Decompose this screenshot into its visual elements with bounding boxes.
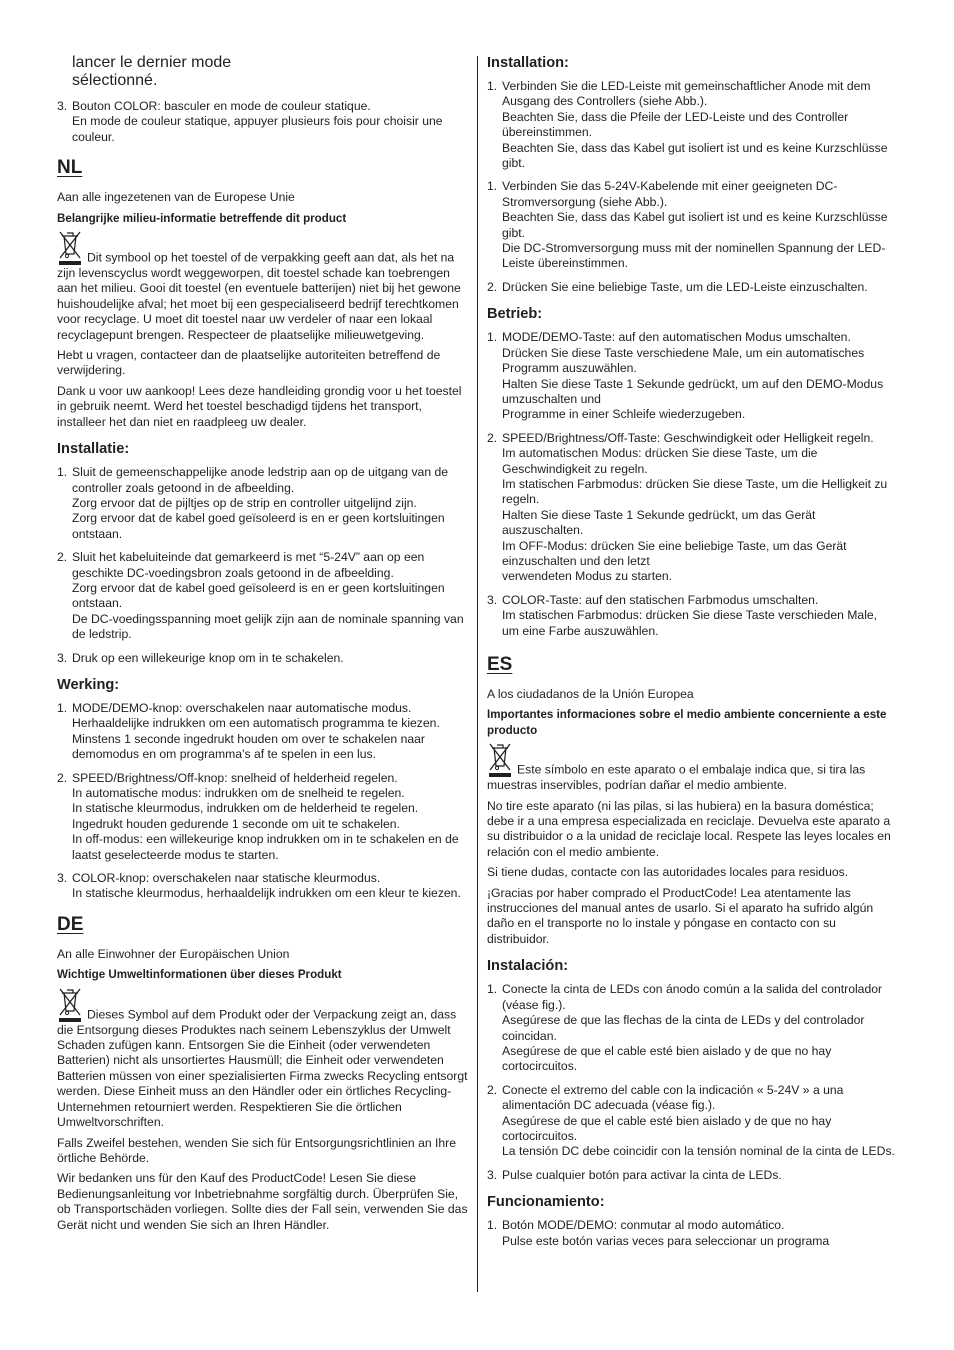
env-symbol-text: Dit symbool op het toestel of de verpakking geeft aan dat, als het na zijn levenscyclus wordt weggeworpen, dit toestel schade kan toebrengen aan het milieu. Gooi dit toestel (en eventuele batterijen) niet bij het gewone huishoudelijke afval; het moet bij een gespecialiseerd bedrijf terechtkomen voor recyclage. U moet dit toestel naar uw verdeler of naar een lokaal recyclagepunt brengen. Respecteer de plaatselijke milieuwetgeving.: [57, 250, 461, 342]
lang-heading-es: ES: [487, 654, 513, 675]
text-line: Verbinden Sie die LED-Leiste mit gemeinschaftlicher Anode mit dem Ausgang des Controllers (siehe Abb.).: [502, 79, 871, 109]
text-line: Asegúrese de que el cable esté bien aislado y de que no hay cortocircuitos.: [502, 1113, 832, 1143]
weee-bin-icon: [487, 742, 513, 778]
paragraph: Si tiene dudas, contacte con las autoridades locales para residuos.: [487, 865, 849, 880]
env-symbol-text: Este símbolo en este aparato o el embalaje indica que, si tira las muestras inservibles, podrían dañar el medio ambiente.: [487, 762, 866, 793]
left-column: [57, 54, 468, 1238]
paragraph: Falls Zweifel bestehen, wenden Sie sich für Entsorgungsrichtlinien an Ihre örtliche Behörde.: [57, 1135, 457, 1165]
eu-intro: Aan alle ingezetenen van de Europese Unie: [57, 190, 295, 205]
column-divider: [477, 56, 478, 1292]
item-number: 3.: [487, 1167, 498, 1182]
text-line: Druk op een willekeurige knop om in te schakelen.: [72, 650, 344, 665]
lang-heading-de: DE: [57, 913, 84, 935]
section-heading: Betrieb:: [487, 306, 543, 323]
text-line: Sluit het kabeluiteinde dat gemarkeerd is met “5-24V” aan op een geschikte DC-voedingsbron zoals getoond in de afbeelding.: [72, 550, 425, 580]
text-line: Im automatischen Modus: drücken Sie diese Taste, um die Geschwindigkeit zu regeln.: [502, 446, 818, 476]
text-line: SPEED/Brightness/Off-Taste: Geschwindigkeit oder Helligkeit regeln.: [502, 430, 874, 445]
list-item: [57, 701, 468, 763]
item-number: 2.: [57, 770, 68, 785]
function-list: [487, 1218, 897, 1249]
text-line: Pulse este botón varias veces para seleccionar un programa: [502, 1233, 830, 1248]
list-item: [487, 179, 897, 271]
item-number: 3.: [57, 99, 68, 113]
text-line: MODE/DEMO-knop: overschakelen naar automatische modus.: [72, 700, 412, 715]
text-line: sélectionné.: [72, 72, 158, 89]
text-line: Drücken Sie diese Taste verschiedene Male, um ein automatisches Programm auszuwählen.: [502, 345, 865, 376]
item-number: 1.: [57, 700, 68, 715]
fr-list: [57, 99, 468, 145]
list-item: [57, 465, 468, 542]
install-list: [487, 982, 897, 1183]
item-number: 1.: [487, 1218, 498, 1233]
item-number: 1.: [57, 465, 68, 480]
text-line: Zorg ervoor dat de kabel goed geïsoleerd is en er geen kortsluitingen ontstaan.: [72, 511, 445, 541]
list-item: [57, 550, 468, 642]
text-line: Asegúrese de que las flechas de la cinta de LEDs y del controlador coincidan.: [502, 1013, 865, 1043]
item-number: 2.: [487, 279, 498, 294]
text-line: Beachten Sie, dass die Pfeile der LED-Leiste und des Controller übereinstimmen.: [502, 109, 849, 140]
weee-bin-icon: [57, 230, 83, 266]
list-item: [487, 1168, 897, 1183]
paragraph: Dank u voor uw aankoop! Lees deze handleiding grondig voor u het toestel in gebruik neemt. Werd het toestel beschadigd tijdens het transport, installeer het dan niet en raadpleeg uw dealer.: [57, 383, 462, 429]
item-number: 1.: [487, 982, 498, 997]
text-line: verwendeten Modus zu starten.: [502, 569, 673, 584]
text-line: COLOR-Taste: auf den statischen Farbmodus umschalten.: [502, 592, 819, 607]
item-number: 1.: [487, 179, 498, 194]
text-line: Im OFF-Modus: drücken Sie eine beliebige Taste, um das Gerät einzuschalten und den letzt: [502, 538, 847, 568]
item-number: 1.: [487, 330, 498, 345]
list-item: [487, 431, 897, 585]
eu-intro: A los ciudadanos de la Unión Europea: [487, 687, 694, 701]
item-number: 3.: [487, 592, 498, 607]
text-line: Minstens 1 seconde ingedrukt houden om over te schakelen naar demomodus en om programma’s af te spelen in een lus.: [72, 731, 425, 762]
operation-list: [57, 701, 468, 902]
env-symbol-text: Dieses Symbol auf dem Produkt oder der Verpackung zeigt an, dass die Entsorgung dieses Produktes nach seinem Lebenszyklus der Umwelt Schaden zufügen kann. Entsorgen Sie die Einheit (oder verwendeten Batterien) nicht als unsortiertes Hausmüll; die Einheit oder verwendeten Batterien müssen von einer spezialisierten Firma zwecks Recycling entsorgt werden. Diese Einheit muss an den Händler oder ein örtliches Recycling-Unternehmen retourniert werden. Respektieren Sie die örtlichen Umweltvorschriften.: [57, 1007, 468, 1130]
text-line: Pulse cualquier botón para activar la cinta de LEDs.: [502, 1167, 782, 1182]
install-list: [57, 465, 468, 666]
text-line: Botón MODE/DEMO: conmutar al modo automático.: [502, 1218, 785, 1233]
text-line: Drücken Sie eine beliebige Taste, um die LED-Leiste einzuschalten.: [502, 279, 868, 294]
item-number: 1.: [487, 79, 498, 93]
text-line: Beachten Sie, dass das Kabel gut isoliert ist und es keine Kurzschlüsse gibt.: [502, 210, 888, 240]
section-heading: Werking:: [57, 676, 120, 693]
list-item: [57, 771, 468, 863]
text-line: Programme in einer Schleife wiederzugeben.: [502, 407, 746, 422]
install-list: [487, 79, 897, 295]
list-item: [57, 99, 468, 145]
item-number: 2.: [57, 550, 68, 565]
eu-intro: An alle Einwohner der Europäischen Union: [57, 946, 290, 961]
text-line: SPEED/Brightness/Off-knop: snelheid of helderheid regelen.: [72, 770, 398, 785]
text-line: Im statischen Farbmodus: drücken Sie diese Taste, um die Helligkeit zu regeln.: [502, 476, 888, 507]
paragraph: ¡Gracias por haber comprado el ProductCode! Lea atentamente las instrucciones del manual antes de usarlo. Si el aparato ha sufrido algún daño en el transporte no lo instale y póngase en contacto con su distribuidor.: [487, 885, 874, 946]
paragraph: No tire este aparato (ni las pilas, si las hubiera) en la basura doméstica; debe ir a una empresa especializada en reciclaje. Devuelva este aparato a su distribuidor o a la unidad de reciclaje local. Respete las leyes locales en relación con el medio ambiente.: [487, 798, 891, 859]
paragraph: Hebt u vragen, contacteer dan de plaatselijke autoriteiten betreffend de verwijdering.: [57, 348, 441, 378]
item-number: 2.: [487, 430, 498, 445]
text-line: Halten Sie diese Taste 1 Sekunde gedrückt, um das Gerät auszuschalten.: [502, 507, 816, 538]
lang-heading-nl: NL: [57, 157, 83, 179]
text-line: In automatische modus: indrukken om de snelheid te regelen.: [72, 786, 405, 800]
text-line: Herhaaldelijke indrukken om een automatisch programma te kiezen.: [72, 716, 440, 731]
text-line: En mode de couleur statique, appuyer plusieurs fois pour choisir une couleur.: [72, 114, 443, 144]
env-title: Wichtige Umweltinformationen über dieses Produkt: [57, 968, 342, 982]
text-line: Sluit de gemeenschappelijke anode ledstrip aan op de uitgang van de controller zoals getoond in de afbeelding.: [72, 465, 449, 495]
list-item: [487, 593, 897, 639]
env-symbol-paragraph: [487, 742, 897, 793]
text-line: Zorg ervoor dat de pijltjes op de strip en controller uitgelijnd zijn.: [72, 495, 417, 510]
text-line: Conecte el extremo del cable con la indicación « 5-24V » a una alimentación DC adecuada (véase fig.).: [502, 1082, 844, 1113]
env-symbol-paragraph: [57, 987, 468, 1131]
item-number: 3.: [57, 871, 68, 886]
list-item: [57, 651, 468, 666]
text-line: lancer le dernier mode: [72, 54, 232, 71]
text-line: In statische kleurmodus, herhaaldelijk indrukken om een kleur te kiezen.: [72, 886, 461, 901]
text-line: Asegúrese de que el cable esté bien aislado y de que no hay cortocircuitos.: [502, 1043, 832, 1074]
text-line: Im statischen Farbmodus: drücken Sie diese Taste verschieden Male, um eine Farbe auszuwählen.: [502, 608, 878, 638]
text-line: Die DC-Stromversorgung muss mit der nominellen Spannung der LED-Leiste übereinstimmen.: [502, 241, 886, 271]
paragraph: Wir bedanken uns für den Kauf des ProductCode! Lesen Sie diese Bedienungsanleitung vor Inbetriebnahme sorgfältig durch. Überprüfen Sie, ob Transportschäden vorliegen. Sollte dies der Fall sein, verwenden Sie das Gerät nicht und wenden Sie sich an Ihren Händler.: [57, 1171, 468, 1232]
section-heading: Funcionamiento:: [487, 1194, 605, 1211]
text-line: Halten Sie diese Taste 1 Sekunde gedrückt, um auf den DEMO-Modus umzuschalten und: [502, 376, 884, 406]
list-item: [487, 330, 897, 422]
weee-bin-icon: [57, 987, 83, 1023]
list-item: [487, 1218, 897, 1249]
text-line: La tensión DC debe coincidir con la tensión nominal de la cinta de LEDs.: [502, 1144, 895, 1159]
section-heading: Instalación:: [487, 958, 569, 975]
fr-continuation: [57, 54, 468, 90]
text-line: De DC-voedingsspanning moet gelijk zijn aan de nominale spanning van de ledstrip.: [72, 611, 464, 642]
text-line: Verbinden Sie das 5-24V-Kabelende mit einer geeigneten DC-Stromversorgung (siehe Abb.).: [502, 179, 838, 209]
list-item: [487, 280, 897, 295]
text-line: Bouton COLOR: basculer en mode de couleur statique.: [72, 99, 371, 113]
operation-list: [487, 330, 897, 639]
text-line: Conecte la cinta de LEDs con ánodo común a la salida del controlador (véase fig.).: [502, 982, 883, 1012]
item-number: 3.: [57, 650, 68, 665]
text-line: In off-modus: een willekeurige knop indrukken om in te schakelen en de laatst geselecteerde modus te starten.: [72, 832, 459, 862]
list-item: [487, 1083, 897, 1160]
section-heading: Installatie:: [57, 441, 130, 458]
text-line: In statische kleurmodus, indrukken om de helderheid te regelen.: [72, 801, 419, 816]
env-title: Importantes informaciones sobre el medio ambiente concerniente a este producto: [487, 708, 887, 737]
list-item: [487, 79, 897, 171]
env-title: Belangrijke milieu-informatie betreffende dit product: [57, 211, 347, 225]
text-line: COLOR-knop: overschakelen naar statische kleurmodus.: [72, 871, 381, 886]
text-line: Beachten Sie, dass das Kabel gut isoliert ist und es keine Kurzschlüsse gibt.: [502, 140, 888, 171]
right-column: [487, 54, 897, 1257]
env-symbol-paragraph: [57, 230, 468, 343]
text-line: Ingedrukt houden gedurende 1 seconde om uit te schakelen.: [72, 816, 400, 831]
item-number: 2.: [487, 1082, 498, 1097]
section-heading: Installation:: [487, 55, 569, 71]
text-line: MODE/DEMO-Taste: auf den automatischen Modus umschalten.: [502, 330, 851, 345]
list-item: [487, 982, 897, 1074]
list-item: [57, 871, 468, 902]
text-line: Zorg ervoor dat de kabel goed geïsoleerd is en er geen kortsluitingen ontstaan.: [72, 580, 445, 611]
